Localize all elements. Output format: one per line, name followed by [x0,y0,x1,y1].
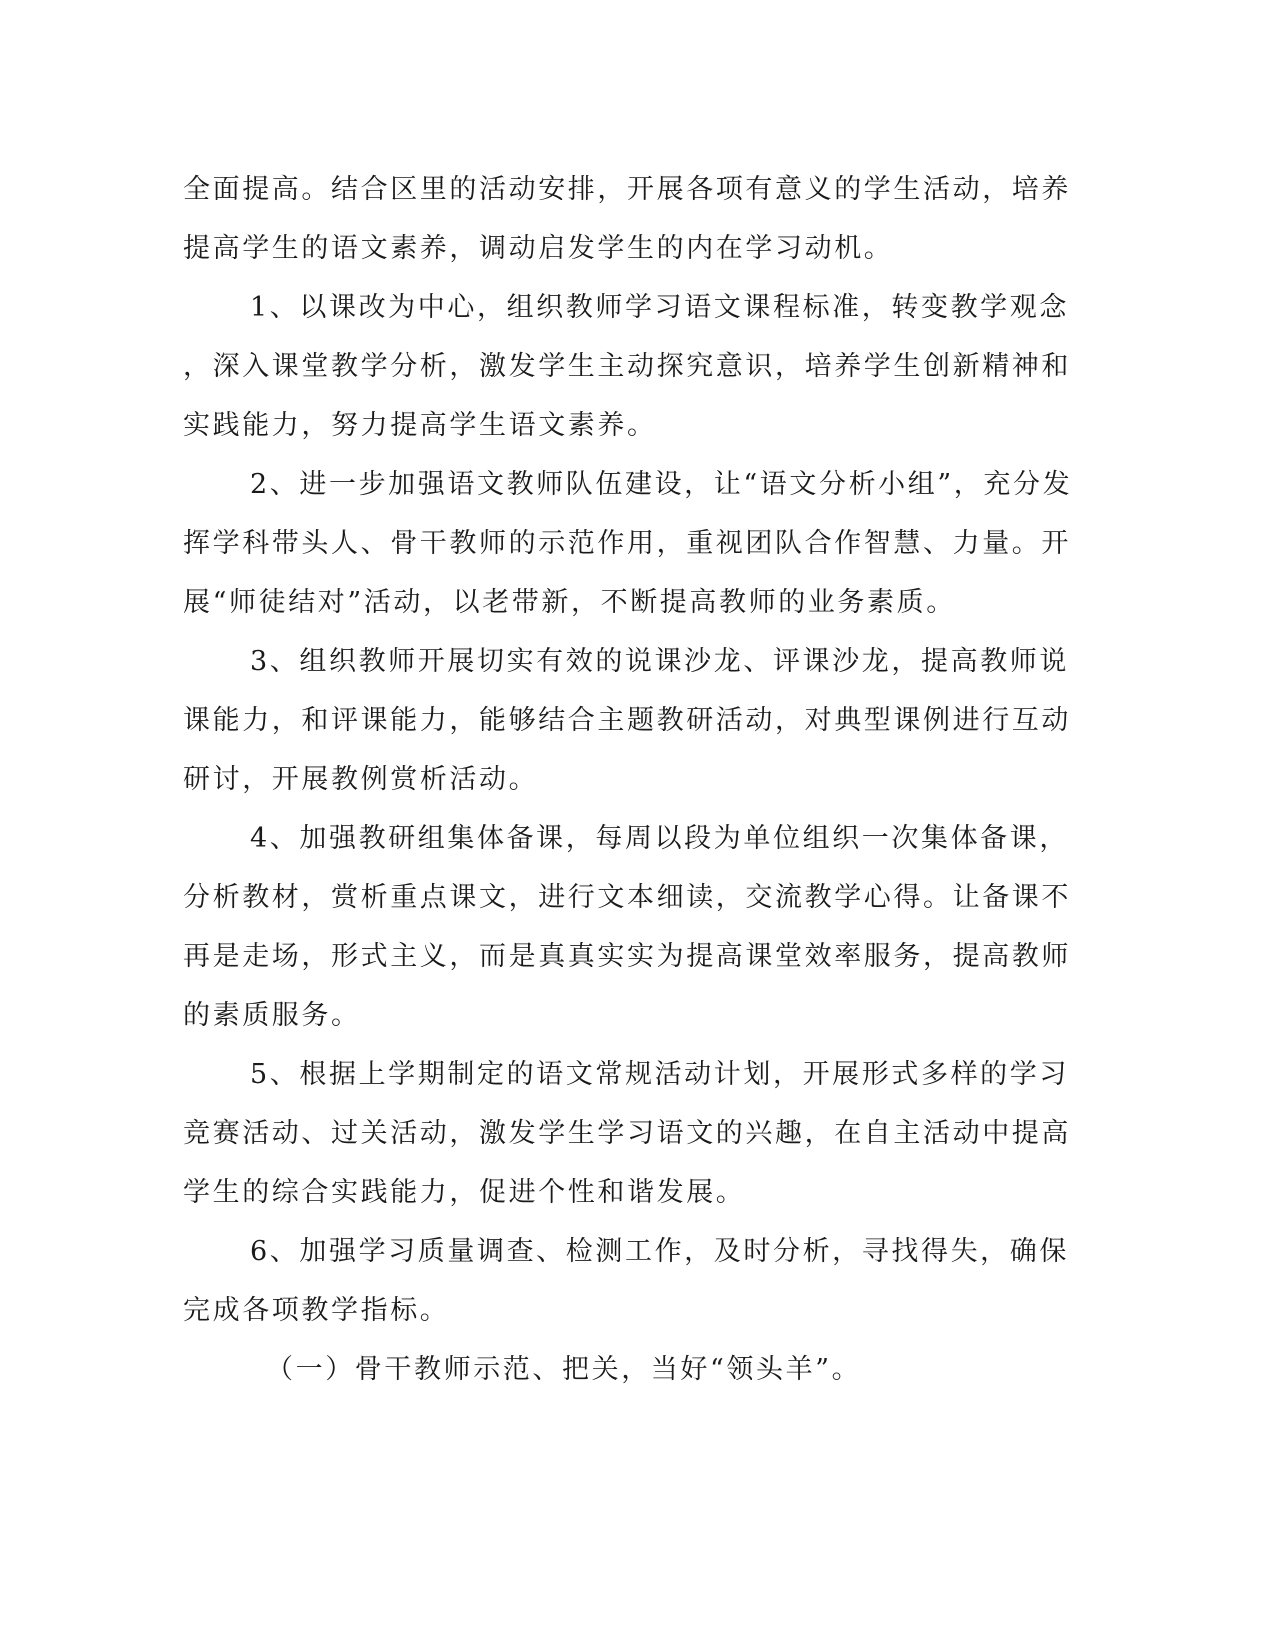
text-line: 全面提高。结合区里的活动安排，开展各项有意义的学生活动，培养 [183,174,1071,205]
paragraph-1-start: 1、以课改为中心，组织教师学习语文课程标准，转变教学观念 [250,292,1069,323]
text-line: 挥学科带头人、骨干教师的示范作用，重视团队合作智慧、力量。开 [183,528,1071,559]
text-line: 分析教材，赏析重点课文，进行文本细读，交流教学心得。让备课不 [183,882,1071,913]
text-line: 实践能力，努力提高学生语文素养。 [183,410,657,441]
paragraph-2-start: 2、进一步加强语文教师队伍建设，让“语文分析小组”，充分发 [250,469,1073,500]
text-line: 完成各项教学指标。 [183,1295,450,1326]
paragraph-6-start: 6、加强学习质量调查、检测工作，及时分析，寻找得失，确保 [250,1236,1069,1267]
text-line: 的素质服务。 [183,1000,361,1031]
text-line: 研讨，开展教例赏析活动。 [183,764,539,795]
text-line: 竞赛活动、过关活动，激发学生学习语文的兴趣，在自主活动中提高 [183,1118,1071,1149]
paragraph-3-start: 3、组织教师开展切实有效的说课沙龙、评课沙龙，提高教师说 [250,646,1069,677]
text-line: ，深入课堂教学分析，激发学生主动探究意识，培养学生创新精神和 [183,351,1071,382]
body-text [183,160,1073,1399]
text-line: 提高学生的语文素养，调动启发学生的内在学习动机。 [183,233,894,264]
text-line: 展“师徒结对”活动，以老带新，不断提高教师的业务素质。 [183,587,956,618]
text-line: 再是走场，形式主义，而是真真实实为提高课堂效率服务，提高教师 [183,941,1071,972]
section-heading: （一）骨干教师示范、把关，当好“领头羊”。 [266,1354,862,1385]
text-line: 学生的综合实践能力，促进个性和谐发展。 [183,1177,746,1208]
paragraph-4-start: 4、加强教研组集体备课，每周以段为单位组织一次集体备课， [250,823,1069,854]
text-line: 课能力，和评课能力，能够结合主题教研活动，对典型课例进行互动 [183,705,1071,736]
paragraph-5-start: 5、根据上学期制定的语文常规活动计划，开展形式多样的学习 [250,1059,1069,1090]
